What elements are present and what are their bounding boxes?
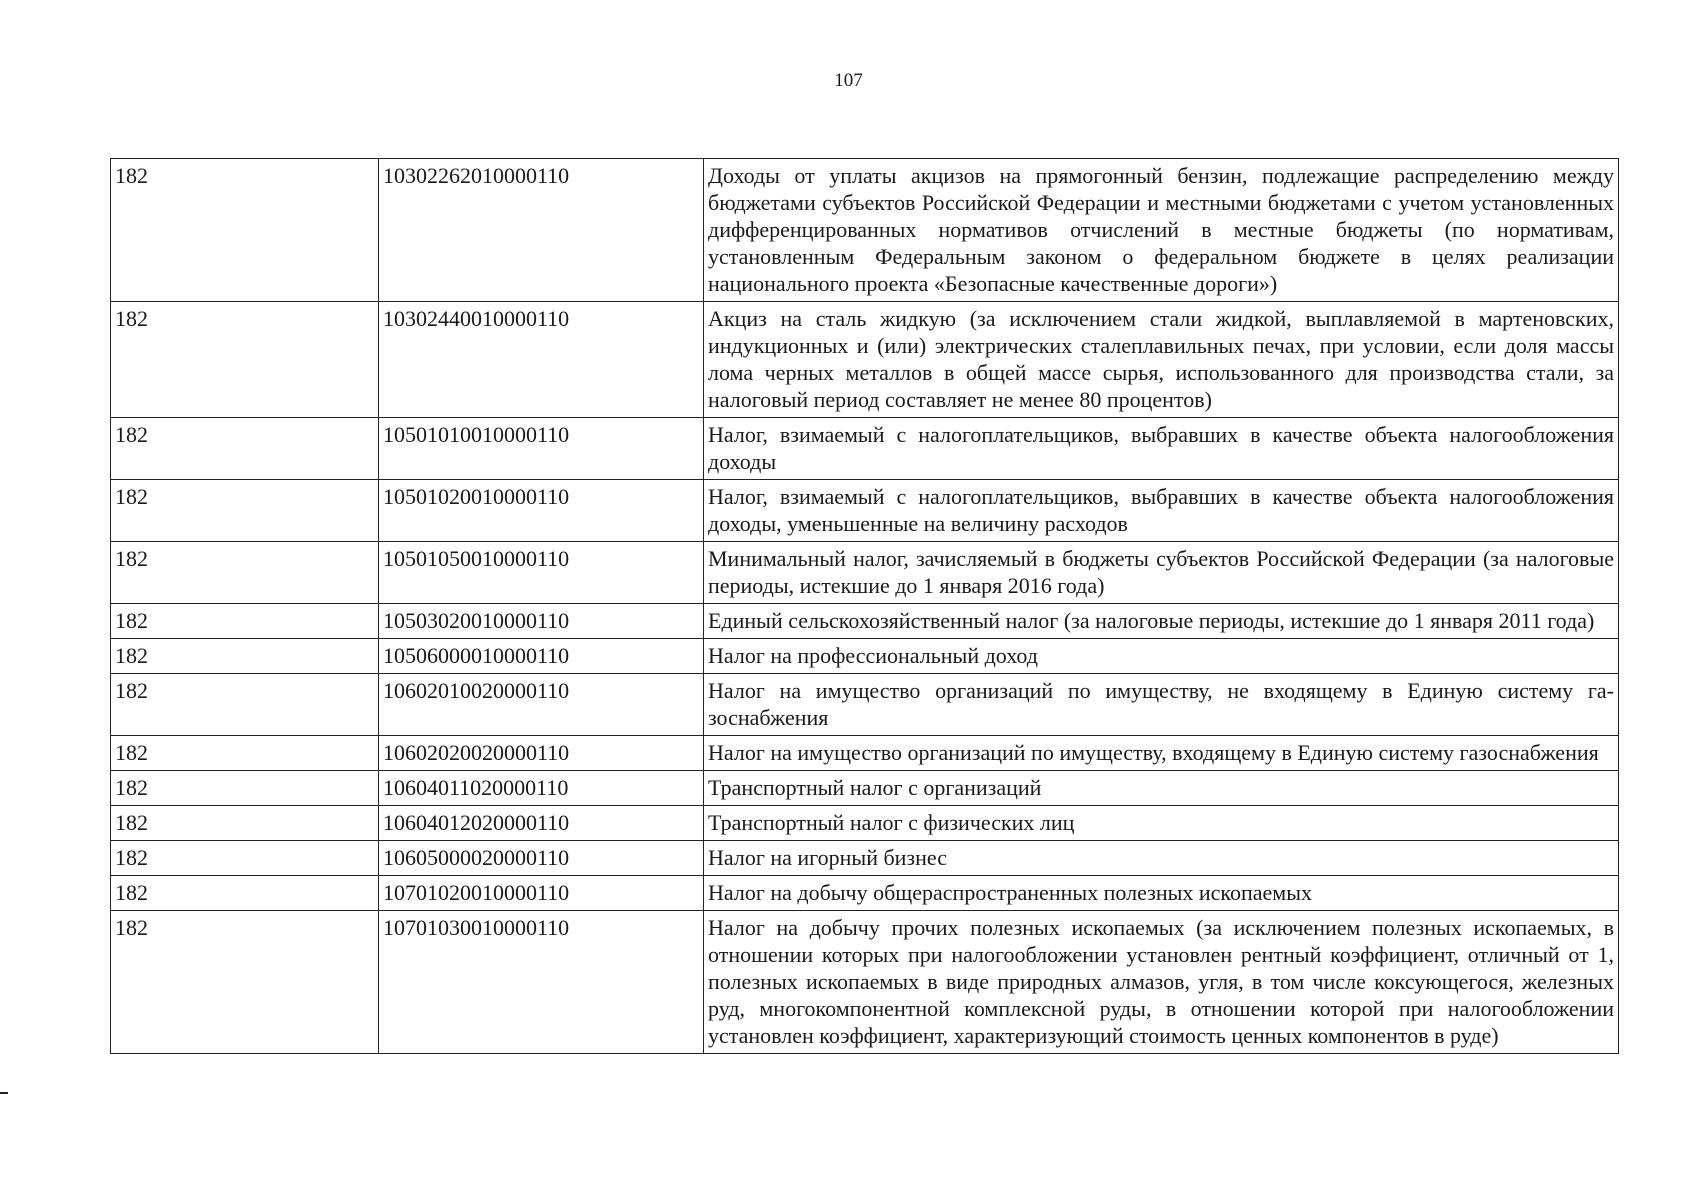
cell-budget-code: 10701030010000110	[379, 911, 704, 1054]
cell-budget-code: 10701020010000110	[379, 876, 704, 911]
table-row	[111, 480, 1619, 542]
cell-budget-code: 10602020020000110	[379, 736, 704, 771]
table-row	[111, 604, 1619, 639]
cell-admin-code: 182	[111, 911, 379, 1054]
cell-admin-code: 182	[111, 542, 379, 604]
cell-admin-code: 182	[111, 418, 379, 480]
table-row	[111, 771, 1619, 806]
cell-budget-code: 10302440010000110	[379, 302, 704, 418]
cell-admin-code: 182	[111, 604, 379, 639]
cell-admin-code: 182	[111, 159, 379, 302]
table-row	[111, 639, 1619, 674]
cell-budget-code: 10604011020000110	[379, 771, 704, 806]
cell-budget-code: 10501010010000110	[379, 418, 704, 480]
table-row	[111, 418, 1619, 480]
cell-admin-code: 182	[111, 674, 379, 736]
cell-budget-code: 10503020010000110	[379, 604, 704, 639]
budget-revenue-codes-table	[110, 158, 1619, 1054]
table-row	[111, 841, 1619, 876]
cell-budget-code: 10302262010000110	[379, 159, 704, 302]
page-number: 107	[834, 70, 863, 91]
cell-budget-code: 10604012020000110	[379, 806, 704, 841]
cell-revenue-name: Транспортный налог с организаций	[704, 771, 1619, 806]
cell-admin-code: 182	[111, 876, 379, 911]
cell-budget-code: 10605000020000110	[379, 841, 704, 876]
table-row	[111, 542, 1619, 604]
cell-budget-code: 10501020010000110	[379, 480, 704, 542]
cell-budget-code: 10602010020000110	[379, 674, 704, 736]
cell-revenue-name: Транспортный налог с физических лиц	[704, 806, 1619, 841]
cell-revenue-name: Налог на профессиональный доход	[704, 639, 1619, 674]
cell-revenue-name: Доходы от уплаты акцизов на прямогонный бензин, подлежащие распределению между бюджетами субъектов Российской Федерации и местными бюджетами с учетом установленных дифференцированных нормативов отчислений в местные бюджеты (по нормативам, установленным Федеральным законом о федеральном бюджете в целях реализации национального проекта «Безопасные качественные дороги»)	[704, 159, 1619, 302]
margin-mark	[0, 1092, 8, 1094]
cell-revenue-name: Налог, взимаемый с налогоплательщиков, выбравших в качестве объекта налогообложения доходы, уменьшенные на величину расходов	[704, 480, 1619, 542]
cell-admin-code: 182	[111, 771, 379, 806]
cell-admin-code: 182	[111, 480, 379, 542]
table-row	[111, 674, 1619, 736]
cell-revenue-name: Налог на имущество организаций по имуществу, входящему в Единую систему газоснабжения	[704, 736, 1619, 771]
table-body	[111, 159, 1619, 1054]
cell-revenue-name: Налог, взимаемый с налогоплательщиков, выбравших в качестве объекта налогообложения доходы	[704, 418, 1619, 480]
cell-revenue-name: Налог на добычу прочих полезных ископаемых (за исключением полезных ископаемых, в отношении которых при налогообложении установлен рентный коэффициент, отличный от 1, полезных ископаемых в виде природных алмазов, угля, в том числе коксующегося, железных руд, многокомпонентной комплексной руды, в отношении которой при налогообложении установлен коэффициент, характеризующий стоимость ценных компонентов в руде)	[704, 911, 1619, 1054]
cell-admin-code: 182	[111, 736, 379, 771]
cell-admin-code: 182	[111, 639, 379, 674]
cell-revenue-name: Акциз на сталь жидкую (за исключением стали жидкой, выплавляемой в мартеновских, индукционных и (или) электрических сталеплавильных печах, при условии, если доля массы лома черных металлов в общей массе сырья, использованного для производства стали, за налоговый период составляет не менее 80 процентов)	[704, 302, 1619, 418]
table-row	[111, 736, 1619, 771]
cell-admin-code: 182	[111, 302, 379, 418]
cell-revenue-name: Единый сельскохозяйственный налог (за налоговые периоды, истекшие до 1 января 2011 года)	[704, 604, 1619, 639]
table-row	[111, 159, 1619, 302]
cell-admin-code: 182	[111, 841, 379, 876]
cell-admin-code: 182	[111, 806, 379, 841]
cell-revenue-name: Минимальный налог, зачисляемый в бюджеты субъектов Российской Федерации (за налоговые периоды, истекшие до 1 января 2016 года)	[704, 542, 1619, 604]
table-row	[111, 876, 1619, 911]
cell-budget-code: 10501050010000110	[379, 542, 704, 604]
table-row	[111, 911, 1619, 1054]
cell-budget-code: 10506000010000110	[379, 639, 704, 674]
cell-revenue-name: Налог на игорный бизнес	[704, 841, 1619, 876]
cell-revenue-name: Налог на добычу общераспространенных полезных ископаемых	[704, 876, 1619, 911]
cell-revenue-name: Налог на имущество организаций по имуществу, не входящему в Единую систему газоснабжения	[704, 674, 1619, 736]
table-row	[111, 302, 1619, 418]
table-row	[111, 806, 1619, 841]
